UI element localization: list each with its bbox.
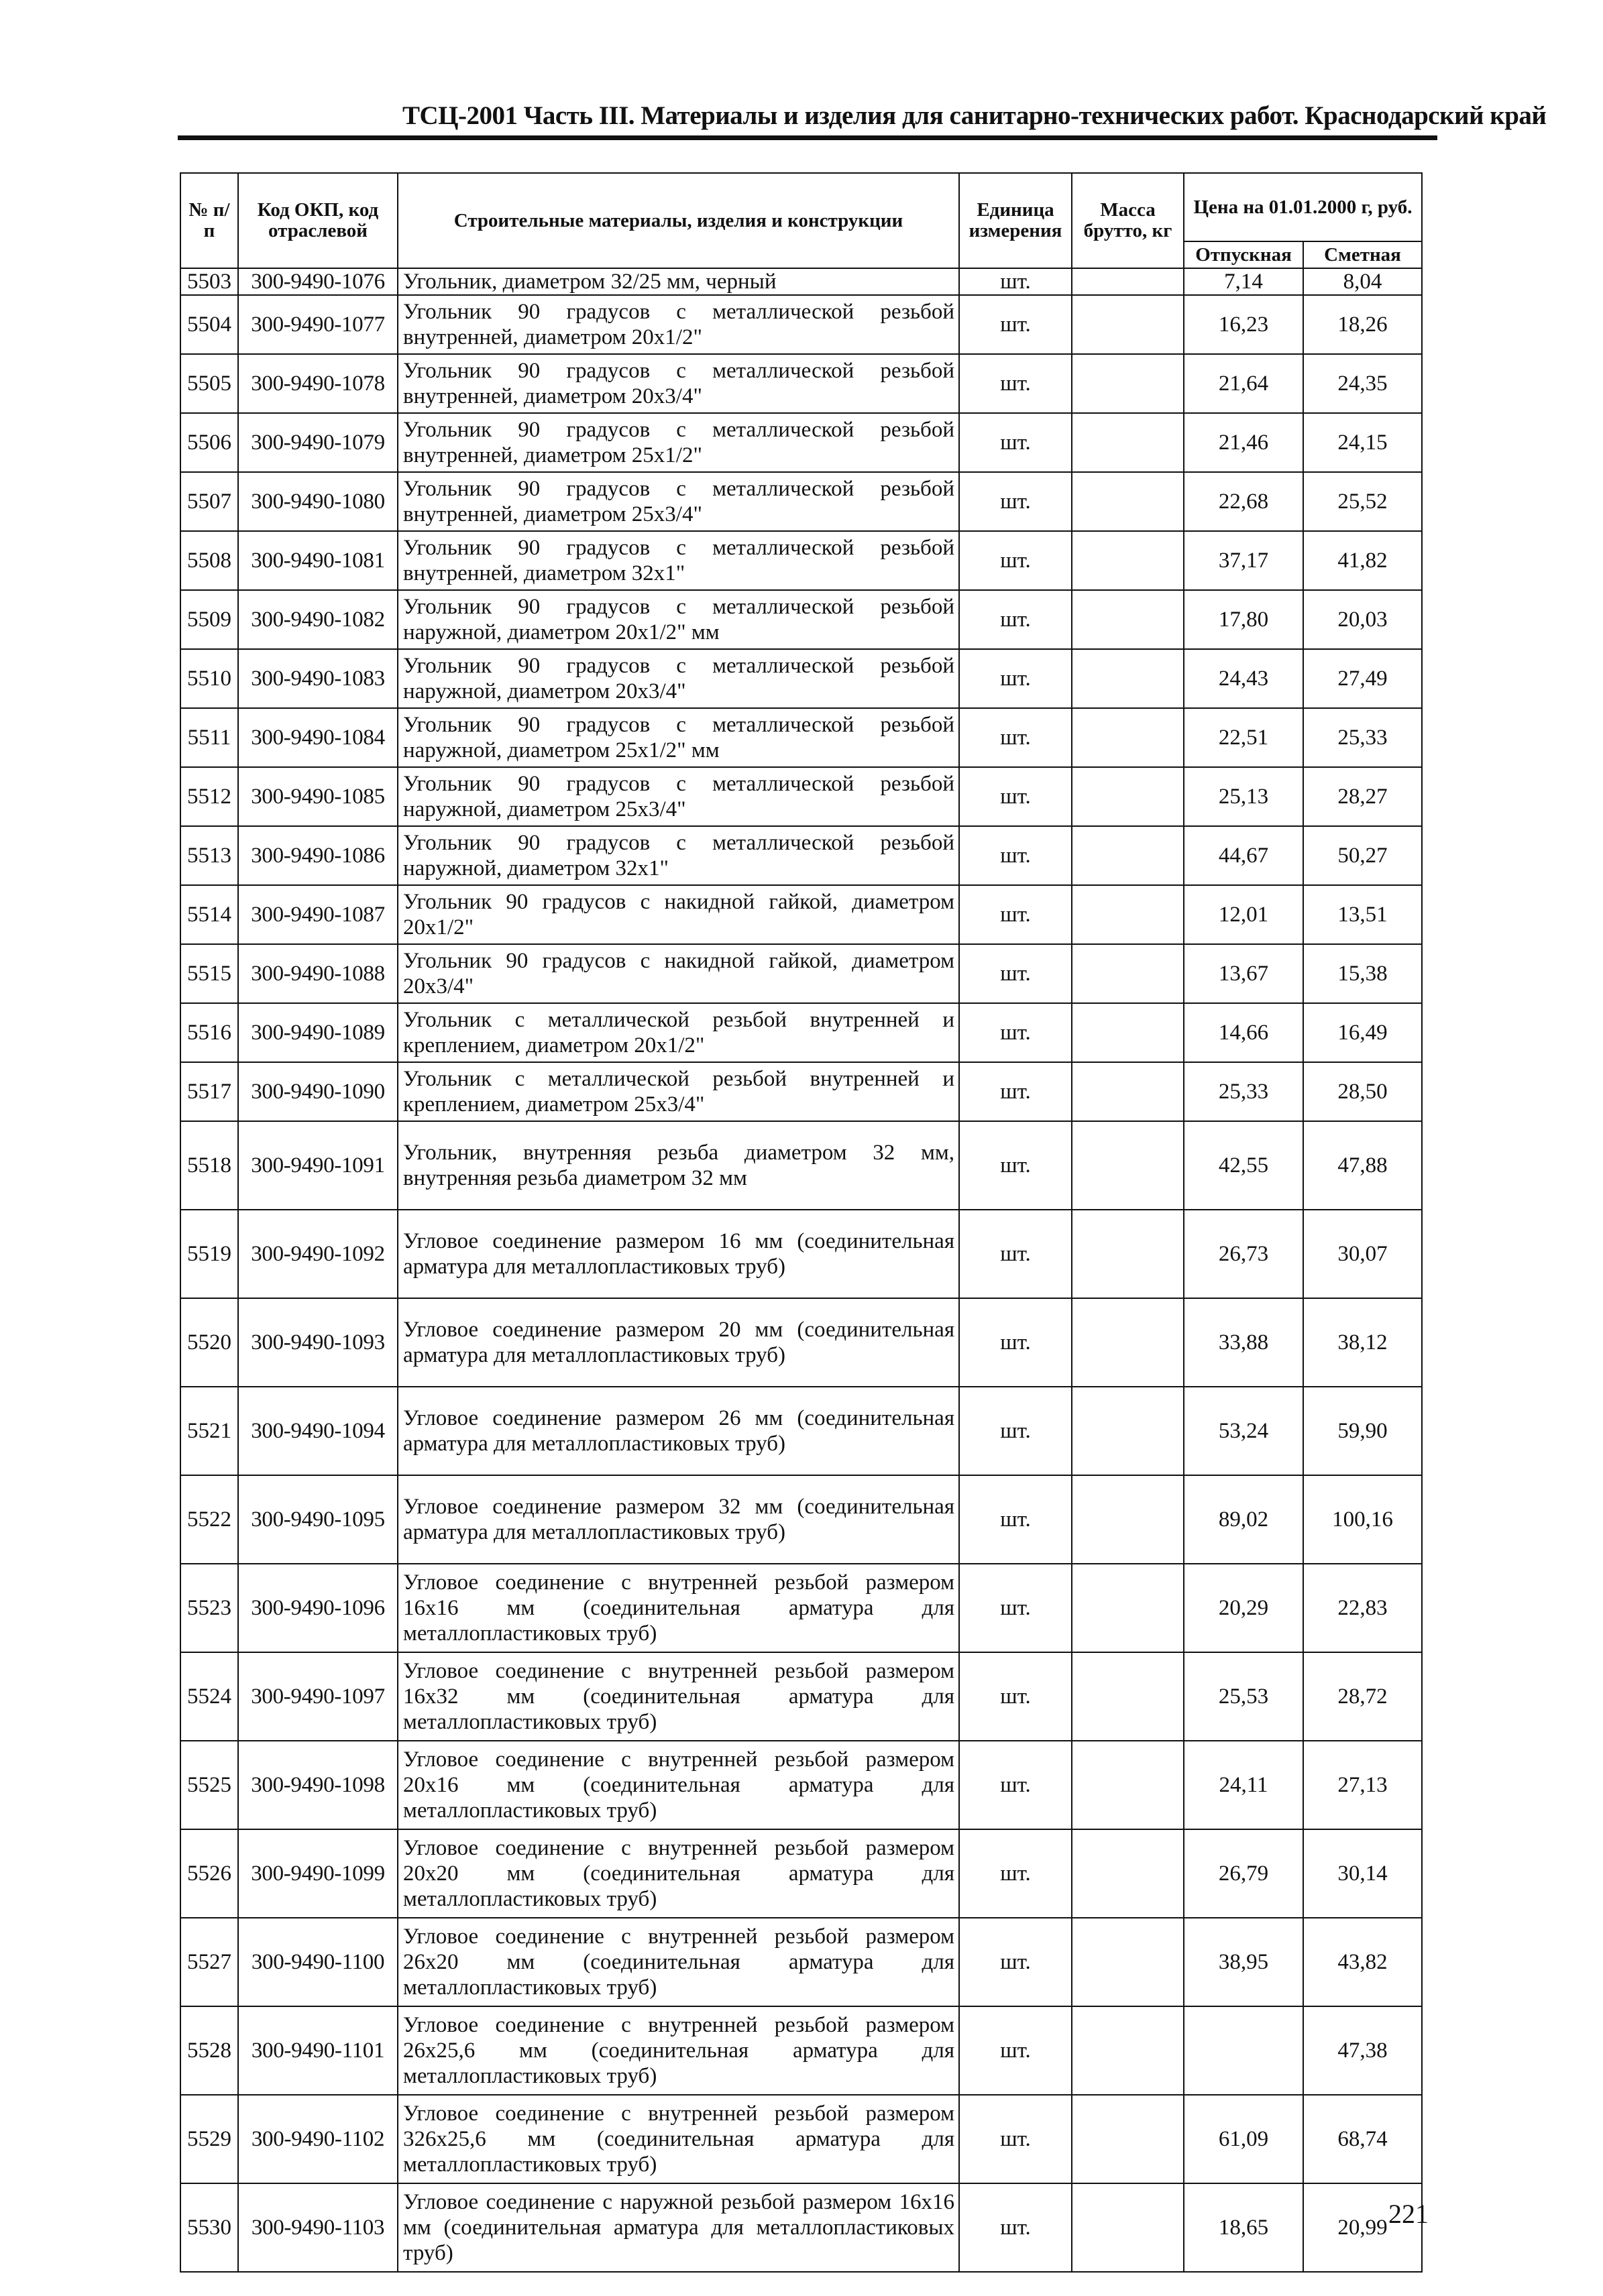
cell-code: 300-9490-1087 xyxy=(238,885,398,944)
cell-price-estimate: 50,27 xyxy=(1303,826,1422,885)
table-row xyxy=(180,1062,1422,1121)
cell-price-release: 53,24 xyxy=(1184,1387,1303,1475)
cell-name: Угольник 90 градусов с металлической резьбой внутренней, диаметром 20х1/2" xyxy=(398,295,959,354)
cell-mass xyxy=(1072,1387,1184,1475)
cell-mass xyxy=(1072,590,1184,649)
cell-name: Угольник 90 градусов с накидной гайкой, диаметром 20х1/2" xyxy=(398,885,959,944)
cell-price-estimate: 28,72 xyxy=(1303,1652,1422,1741)
cell-mass xyxy=(1072,2006,1184,2095)
cell-code: 300-9490-1095 xyxy=(238,1475,398,1564)
cell-price-estimate: 15,38 xyxy=(1303,944,1422,1003)
cell-mass xyxy=(1072,531,1184,590)
cell-unit: шт. xyxy=(959,2095,1072,2183)
cell-name: Угольник 90 градусов с металлической резьбой наружной, диаметром 20х1/2" мм xyxy=(398,590,959,649)
cell-name: Угольник 90 градусов с накидной гайкой, диаметром 20х3/4" xyxy=(398,944,959,1003)
cell-code: 300-9490-1085 xyxy=(238,767,398,826)
cell-price-release: 25,53 xyxy=(1184,1652,1303,1741)
cell-name: Угольник 90 градусов с металлической резьбой внутренней, диаметром 25х3/4" xyxy=(398,472,959,531)
cell-num: 5530 xyxy=(180,2183,238,2272)
header-name: Строительные материалы, изделия и конструкции xyxy=(398,173,959,268)
cell-price-release: 24,43 xyxy=(1184,649,1303,708)
cell-num: 5508 xyxy=(180,531,238,590)
cell-price-estimate: 25,33 xyxy=(1303,708,1422,767)
table-row xyxy=(180,268,1422,295)
table-row xyxy=(180,413,1422,472)
cell-num: 5520 xyxy=(180,1298,238,1387)
cell-price-release: 24,11 xyxy=(1184,1741,1303,1829)
cell-code: 300-9490-1096 xyxy=(238,1564,398,1652)
cell-price-release: 16,23 xyxy=(1184,295,1303,354)
cell-code: 300-9490-1078 xyxy=(238,354,398,413)
cell-num: 5523 xyxy=(180,1564,238,1652)
cell-price-release: 12,01 xyxy=(1184,885,1303,944)
cell-unit: шт. xyxy=(959,1829,1072,1918)
cell-price-estimate: 24,15 xyxy=(1303,413,1422,472)
cell-num: 5515 xyxy=(180,944,238,1003)
cell-num: 5510 xyxy=(180,649,238,708)
cell-price-estimate: 20,03 xyxy=(1303,590,1422,649)
cell-name: Угольник 90 градусов с металлической резьбой наружной, диаметром 32х1" xyxy=(398,826,959,885)
cell-price-release: 89,02 xyxy=(1184,1475,1303,1564)
price-table xyxy=(180,172,1423,2273)
cell-price-release: 44,67 xyxy=(1184,826,1303,885)
cell-mass xyxy=(1072,1003,1184,1062)
cell-mass xyxy=(1072,885,1184,944)
cell-mass xyxy=(1072,268,1184,295)
page-number: 221 xyxy=(1388,2199,1429,2229)
cell-num: 5507 xyxy=(180,472,238,531)
cell-num: 5509 xyxy=(180,590,238,649)
cell-unit: шт. xyxy=(959,708,1072,767)
cell-name: Угловое соединение с внутренней резьбой размером 20х16 мм (соединительная арматура для металлопластиковых труб) xyxy=(398,1741,959,1829)
cell-unit: шт. xyxy=(959,590,1072,649)
table-row xyxy=(180,826,1422,885)
cell-code: 300-9490-1098 xyxy=(238,1741,398,1829)
cell-price-release: 18,65 xyxy=(1184,2183,1303,2272)
cell-unit: шт. xyxy=(959,1298,1072,1387)
cell-name: Угольник 90 градусов с металлической резьбой наружной, диаметром 20х3/4" xyxy=(398,649,959,708)
cell-name: Угловое соединение с внутренней резьбой размером 26х20 мм (соединительная арматура для металлопластиковых труб) xyxy=(398,1918,959,2006)
header-unit: Единица измерения xyxy=(959,173,1072,268)
cell-unit: шт. xyxy=(959,1564,1072,1652)
cell-price-estimate: 41,82 xyxy=(1303,531,1422,590)
cell-mass xyxy=(1072,295,1184,354)
cell-price-estimate: 24,35 xyxy=(1303,354,1422,413)
cell-unit: шт. xyxy=(959,1475,1072,1564)
cell-num: 5506 xyxy=(180,413,238,472)
price-table-container xyxy=(180,172,1423,2273)
cell-mass xyxy=(1072,1210,1184,1298)
cell-code: 300-9490-1081 xyxy=(238,531,398,590)
cell-price-release: 33,88 xyxy=(1184,1298,1303,1387)
cell-code: 300-9490-1103 xyxy=(238,2183,398,2272)
table-row xyxy=(180,885,1422,944)
table-row xyxy=(180,1210,1422,1298)
cell-unit: шт. xyxy=(959,268,1072,295)
cell-price-release: 61,09 xyxy=(1184,2095,1303,2183)
cell-price-release: 26,79 xyxy=(1184,1829,1303,1918)
cell-code: 300-9490-1082 xyxy=(238,590,398,649)
table-row xyxy=(180,2183,1422,2272)
cell-mass xyxy=(1072,1475,1184,1564)
table-row xyxy=(180,708,1422,767)
cell-price-estimate: 27,49 xyxy=(1303,649,1422,708)
cell-name: Угловое соединение размером 16 мм (соединительная арматура для металлопластиковых труб) xyxy=(398,1210,959,1298)
cell-mass xyxy=(1072,1121,1184,1210)
cell-unit: шт. xyxy=(959,767,1072,826)
table-row xyxy=(180,1741,1422,1829)
cell-unit: шт. xyxy=(959,1210,1072,1298)
cell-price-release: 22,68 xyxy=(1184,472,1303,531)
cell-price-estimate: 20,99 xyxy=(1303,2183,1422,2272)
cell-unit: шт. xyxy=(959,413,1072,472)
cell-code: 300-9490-1076 xyxy=(238,268,398,295)
cell-num: 5524 xyxy=(180,1652,238,1741)
cell-mass xyxy=(1072,767,1184,826)
table-row xyxy=(180,1003,1422,1062)
cell-price-estimate: 28,27 xyxy=(1303,767,1422,826)
cell-name: Угольник, внутренняя резьба диаметром 32 мм, внутренняя резьба диаметром 32 мм xyxy=(398,1121,959,1210)
cell-price-estimate: 47,38 xyxy=(1303,2006,1422,2095)
table-row xyxy=(180,1121,1422,1210)
table-row xyxy=(180,472,1422,531)
cell-price-release: 38,95 xyxy=(1184,1918,1303,2006)
cell-unit: шт. xyxy=(959,1652,1072,1741)
cell-price-estimate: 30,07 xyxy=(1303,1210,1422,1298)
cell-mass xyxy=(1072,413,1184,472)
cell-code: 300-9490-1092 xyxy=(238,1210,398,1298)
cell-price-release: 7,14 xyxy=(1184,268,1303,295)
header-price-release: Отпускная xyxy=(1184,241,1303,268)
cell-name: Угловое соединение с внутренней резьбой размером 20х20 мм (соединительная арматура для металлопластиковых труб) xyxy=(398,1829,959,1918)
cell-num: 5525 xyxy=(180,1741,238,1829)
cell-mass xyxy=(1072,649,1184,708)
cell-code: 300-9490-1083 xyxy=(238,649,398,708)
cell-unit: шт. xyxy=(959,826,1072,885)
cell-price-estimate: 47,88 xyxy=(1303,1121,1422,1210)
cell-name: Угольник с металлической резьбой внутренней и креплением, диаметром 25х3/4" xyxy=(398,1062,959,1121)
table-row xyxy=(180,1652,1422,1741)
cell-price-estimate: 18,26 xyxy=(1303,295,1422,354)
cell-num: 5518 xyxy=(180,1121,238,1210)
cell-code: 300-9490-1094 xyxy=(238,1387,398,1475)
cell-price-estimate: 16,49 xyxy=(1303,1003,1422,1062)
cell-price-release: 17,80 xyxy=(1184,590,1303,649)
cell-price-release: 20,29 xyxy=(1184,1564,1303,1652)
cell-code: 300-9490-1102 xyxy=(238,2095,398,2183)
cell-num: 5517 xyxy=(180,1062,238,1121)
cell-name: Угольник, диаметром 32/25 мм, черный xyxy=(398,268,959,295)
cell-num: 5519 xyxy=(180,1210,238,1298)
cell-name: Угольник 90 градусов с металлической резьбой наружной, диаметром 25х1/2" мм xyxy=(398,708,959,767)
cell-price-estimate: 13,51 xyxy=(1303,885,1422,944)
cell-unit: шт. xyxy=(959,295,1072,354)
cell-price-release: 21,46 xyxy=(1184,413,1303,472)
header-price-estimate: Сметная xyxy=(1303,241,1422,268)
cell-price-estimate: 38,12 xyxy=(1303,1298,1422,1387)
cell-price-release: 22,51 xyxy=(1184,708,1303,767)
cell-mass xyxy=(1072,1062,1184,1121)
cell-num: 5516 xyxy=(180,1003,238,1062)
cell-price-release: 37,17 xyxy=(1184,531,1303,590)
header-code: Код ОКП, код отраслевой xyxy=(238,173,398,268)
cell-unit: шт. xyxy=(959,531,1072,590)
cell-name: Угольник 90 градусов с металлической резьбой внутренней, диаметром 25х1/2" xyxy=(398,413,959,472)
cell-code: 300-9490-1088 xyxy=(238,944,398,1003)
table-row xyxy=(180,1475,1422,1564)
table-row xyxy=(180,2006,1422,2095)
cell-price-release: 21,64 xyxy=(1184,354,1303,413)
cell-code: 300-9490-1091 xyxy=(238,1121,398,1210)
cell-price-release: 26,73 xyxy=(1184,1210,1303,1298)
cell-unit: шт. xyxy=(959,944,1072,1003)
cell-name: Угловое соединение с наружной резьбой размером 16х16 мм (соединительная арматура для металлопластиковых труб) xyxy=(398,2183,959,2272)
cell-num: 5503 xyxy=(180,268,238,295)
cell-num: 5505 xyxy=(180,354,238,413)
cell-unit: шт. xyxy=(959,1121,1072,1210)
cell-mass xyxy=(1072,354,1184,413)
cell-name: Угольник 90 градусов с металлической резьбой внутренней, диаметром 20х3/4" xyxy=(398,354,959,413)
cell-unit: шт. xyxy=(959,1387,1072,1475)
cell-mass xyxy=(1072,1298,1184,1387)
cell-num: 5529 xyxy=(180,2095,238,2183)
cell-num: 5526 xyxy=(180,1829,238,1918)
cell-num: 5522 xyxy=(180,1475,238,1564)
cell-mass xyxy=(1072,1741,1184,1829)
cell-num: 5528 xyxy=(180,2006,238,2095)
cell-unit: шт. xyxy=(959,1003,1072,1062)
cell-num: 5504 xyxy=(180,295,238,354)
cell-price-estimate: 59,90 xyxy=(1303,1387,1422,1475)
table-row xyxy=(180,1564,1422,1652)
table-row xyxy=(180,531,1422,590)
header-price-group: Цена на 01.01.2000 г, руб. xyxy=(1184,173,1422,241)
cell-mass xyxy=(1072,708,1184,767)
cell-mass xyxy=(1072,1652,1184,1741)
cell-price-estimate: 28,50 xyxy=(1303,1062,1422,1121)
cell-price-estimate: 25,52 xyxy=(1303,472,1422,531)
cell-unit: шт. xyxy=(959,649,1072,708)
cell-name: Угловое соединение размером 20 мм (соединительная арматура для металлопластиковых труб) xyxy=(398,1298,959,1387)
table-row xyxy=(180,1829,1422,1918)
cell-unit: шт. xyxy=(959,472,1072,531)
cell-mass xyxy=(1072,1564,1184,1652)
table-row xyxy=(180,1298,1422,1387)
cell-mass xyxy=(1072,472,1184,531)
cell-num: 5521 xyxy=(180,1387,238,1475)
table-row xyxy=(180,2095,1422,2183)
cell-num: 5527 xyxy=(180,1918,238,2006)
cell-price-estimate: 68,74 xyxy=(1303,2095,1422,2183)
header-num: № п/п xyxy=(180,173,238,268)
cell-code: 300-9490-1084 xyxy=(238,708,398,767)
cell-price-estimate: 8,04 xyxy=(1303,268,1422,295)
cell-name: Угловое соединение с внутренней резьбой размером 16х32 мм (соединительная арматура для металлопластиковых труб) xyxy=(398,1652,959,1741)
cell-unit: шт. xyxy=(959,2183,1072,2272)
cell-unit: шт. xyxy=(959,885,1072,944)
cell-name: Угловое соединение размером 32 мм (соединительная арматура для металлопластиковых труб) xyxy=(398,1475,959,1564)
cell-name: Угловое соединение с внутренней резьбой размером 26х25,6 мм (соединительная арматура для металлопластиковых труб) xyxy=(398,2006,959,2095)
cell-mass xyxy=(1072,944,1184,1003)
cell-name: Угловое соединение размером 26 мм (соединительная арматура для металлопластиковых труб) xyxy=(398,1387,959,1475)
cell-code: 300-9490-1100 xyxy=(238,1918,398,2006)
cell-name: Угольник 90 градусов с металлической резьбой наружной, диаметром 25х3/4" xyxy=(398,767,959,826)
cell-name: Угольник с металлической резьбой внутренней и креплением, диаметром 20х1/2" xyxy=(398,1003,959,1062)
cell-unit: шт. xyxy=(959,2006,1072,2095)
table-row xyxy=(180,295,1422,354)
cell-price-estimate: 22,83 xyxy=(1303,1564,1422,1652)
table-row xyxy=(180,649,1422,708)
cell-name: Угловое соединение с внутренней резьбой размером 16х16 мм (соединительная арматура для металлопластиковых труб) xyxy=(398,1564,959,1652)
table-row xyxy=(180,354,1422,413)
cell-price-release: 14,66 xyxy=(1184,1003,1303,1062)
cell-price-release xyxy=(1184,2006,1303,2095)
cell-mass xyxy=(1072,1829,1184,1918)
cell-code: 300-9490-1099 xyxy=(238,1829,398,1918)
cell-price-release: 42,55 xyxy=(1184,1121,1303,1210)
cell-name: Угольник 90 градусов с металлической резьбой внутренней, диаметром 32х1" xyxy=(398,531,959,590)
cell-mass xyxy=(1072,826,1184,885)
cell-code: 300-9490-1086 xyxy=(238,826,398,885)
cell-price-estimate: 30,14 xyxy=(1303,1829,1422,1918)
cell-price-estimate: 27,13 xyxy=(1303,1741,1422,1829)
cell-code: 300-9490-1090 xyxy=(238,1062,398,1121)
page-header-title: ТСЦ-2001 Часть III. Материалы и изделия для санитарно-технических работ. Краснодарский край xyxy=(402,101,1547,130)
cell-code: 300-9490-1093 xyxy=(238,1298,398,1387)
table-row xyxy=(180,944,1422,1003)
cell-price-estimate: 100,16 xyxy=(1303,1475,1422,1564)
table-body xyxy=(180,268,1422,2272)
cell-num: 5512 xyxy=(180,767,238,826)
cell-mass xyxy=(1072,1918,1184,2006)
cell-code: 300-9490-1079 xyxy=(238,413,398,472)
cell-price-estimate: 43,82 xyxy=(1303,1918,1422,2006)
cell-num: 5513 xyxy=(180,826,238,885)
cell-name: Угловое соединение с внутренней резьбой размером 326х25,6 мм (соединительная арматура для металлопластиковых труб) xyxy=(398,2095,959,2183)
cell-unit: шт. xyxy=(959,1062,1072,1121)
table-row xyxy=(180,1918,1422,2006)
header-mass: Масса брутто, кг xyxy=(1072,173,1184,268)
cell-unit: шт. xyxy=(959,1918,1072,2006)
table-row xyxy=(180,767,1422,826)
table-row xyxy=(180,590,1422,649)
cell-code: 300-9490-1097 xyxy=(238,1652,398,1741)
cell-code: 300-9490-1077 xyxy=(238,295,398,354)
table-header xyxy=(180,173,1422,268)
cell-code: 300-9490-1101 xyxy=(238,2006,398,2095)
cell-price-release: 13,67 xyxy=(1184,944,1303,1003)
cell-unit: шт. xyxy=(959,354,1072,413)
cell-price-release: 25,13 xyxy=(1184,767,1303,826)
cell-num: 5514 xyxy=(180,885,238,944)
header-rule xyxy=(178,135,1437,140)
table-row xyxy=(180,1387,1422,1475)
cell-code: 300-9490-1089 xyxy=(238,1003,398,1062)
cell-price-release: 25,33 xyxy=(1184,1062,1303,1121)
cell-unit: шт. xyxy=(959,1741,1072,1829)
cell-mass xyxy=(1072,2183,1184,2272)
cell-code: 300-9490-1080 xyxy=(238,472,398,531)
cell-num: 5511 xyxy=(180,708,238,767)
cell-mass xyxy=(1072,2095,1184,2183)
